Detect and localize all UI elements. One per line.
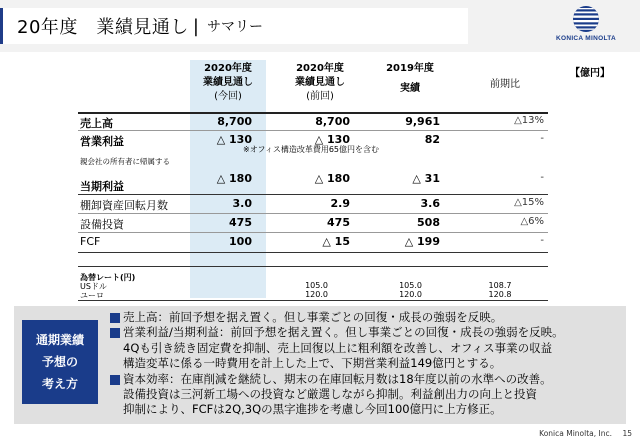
fx-section-rule <box>78 266 548 267</box>
table-row: 当期利益 △ 180 △ 180 △ 31 - <box>80 172 544 193</box>
unit-label: 【億円】 <box>570 68 610 79</box>
globe-logo-icon <box>571 4 601 34</box>
bullet-square-icon <box>110 328 120 338</box>
restructuring-note: ※オフィス構造改革費用65億円を含む <box>243 145 380 154</box>
bullet-profit: 営業利益/当期利益：前回予想を据え置く。但し事業ごとの回復・成長の強弱を反映。 <box>110 325 624 340</box>
row-divider <box>78 252 548 253</box>
table-row: 棚卸資産回転月数 3.0 2.9 3.6 △15% <box>80 197 544 212</box>
bullet-capital-efficiency: 資本効率：在庫削減を継続し、期末の在庫回転月数は18年度以前の水準への改善。 <box>110 372 624 387</box>
net-income-prefix: 親会社の所有者に帰属する <box>80 157 170 166</box>
logo-text: KONICA MINOLTA <box>555 35 617 42</box>
bullet-square-icon <box>110 375 120 385</box>
column-header-current: 2020年度 業績見通し (今回) <box>203 63 253 102</box>
bullet-square-icon <box>110 313 120 323</box>
page-subtitle: サマリー <box>206 19 263 35</box>
fx-title: 為替レート(円) <box>80 273 136 282</box>
table-row: 売上高 8,700 8,700 9,961 △13% <box>80 115 544 130</box>
column-header-previous: 2020年度 業績見通し (前回) <box>295 63 345 102</box>
page-title <box>0 8 468 44</box>
table-row: FCF 100 △ 15 △ 199 - <box>80 235 544 248</box>
title-separator: | <box>192 15 199 37</box>
table-bottom-rule <box>78 300 548 301</box>
column-header-actual: 2019年度 実績 <box>386 63 434 94</box>
forecast-rationale-text: 売上高：前回予想を据え置く。但し事業ごとの回復・成長の強弱を反映。 営業利益/当期利益：前回予想を据え置く。但し事業ごとの回復・成長の強弱を反映。 4Qも引き続き固定費を抑制、売上回復以上に粗利額を改善し、オフィス事業の収益 構造変革に係る一時費用を計上した上で、下期営業利益149億円とする。 資本効率：在庫削減を継続し、期末の在庫回転月数は18年度以前の水準への改善。 設備投資は三河新工場への投資など厳選しながら抑制。利益創出力の向上と投資 抑制により、FCFは2Q,3Qの黒字進捗を考慮し今回100億円に上方修正。 <box>110 310 624 418</box>
company-logo <box>542 4 630 48</box>
page-number: 15 <box>622 429 632 438</box>
footer-company: Konica Minolta, Inc. <box>539 429 612 438</box>
bullet-sales: 売上高：前回予想を据え置く。但し事業ごとの回復・成長の強弱を反映。 <box>110 310 624 325</box>
table-row: 設備投資 475 475 508 △6% <box>80 216 544 231</box>
column-header-yoy: 前期比 <box>490 79 520 90</box>
forecast-rationale-tag: 通期業績 予想の 考え方 <box>22 320 98 404</box>
table-row: 営業利益 △ 130 △ 130 82 - <box>80 133 544 148</box>
page-title-main: 20年度 業績見通し <box>17 17 189 38</box>
